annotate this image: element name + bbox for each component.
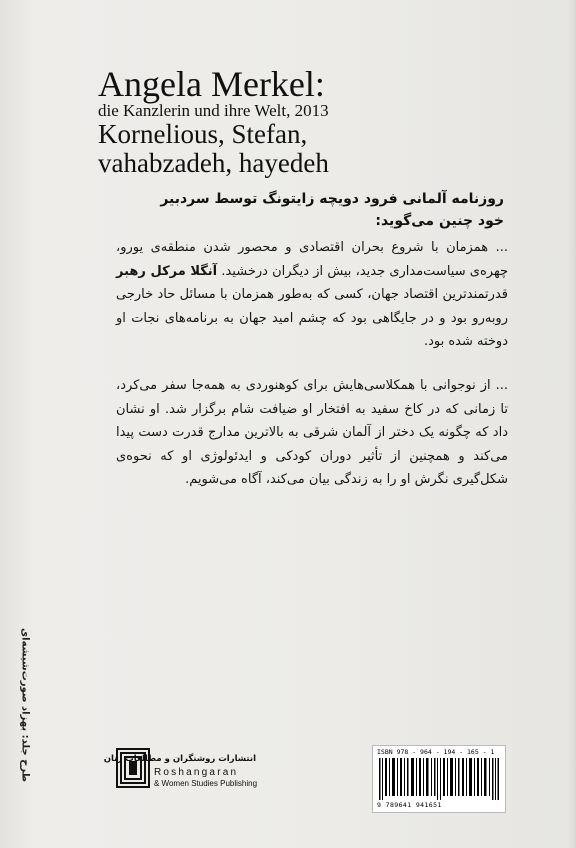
- page-edge-shadow: [568, 0, 576, 848]
- book-title: Angela Merkel:: [98, 64, 325, 104]
- paragraph-1-text-start: ... همزمان با شروع بحران اقتصادی و محصور شدن منطقه‌ی یورو، چهره‌ی سیاست‌مداری جدید، بیش از دیگران درخشید.: [116, 240, 508, 279]
- paragraph-1-text-end: قدرتمندترین اقتصاد جهان، کسی که به‌طور همزمان با مسائل حاد خارجی روبه‌رو بود و در جایگاهی بود که چشم امید جهان به برنامه‌های نجات او دوخته شده بود.: [116, 287, 508, 349]
- barcode-icon: [379, 758, 499, 800]
- isbn-label: ISBN 978 - 964 - 194 - 165 - 1: [377, 748, 495, 756]
- cover-design-credit: [10, 628, 40, 782]
- publisher-name-en: Roshangaran: [154, 767, 239, 778]
- publisher-name-fa: انتشارات روشنگران و مطالعات زنان: [103, 754, 256, 764]
- blurb-intro: روزنامه آلمانی فرود دویچه زایتونگ توسط سردبیر خود چنین می‌گوید:: [160, 191, 504, 229]
- blurb-paragraph-1: [116, 236, 508, 354]
- author-line-2: vahabzadeh, hayedeh: [98, 148, 329, 178]
- isbn-barcode-box: [372, 745, 506, 813]
- paragraph-1-highlight: آنگلا مرکل رهبر: [116, 263, 218, 279]
- book-subtitle: die Kanzlerin und ihre Welt, 2013: [98, 101, 329, 120]
- barcode-digits: 9 789641 941651: [377, 801, 442, 809]
- author-line-1: Kornelious, Stefan,: [98, 119, 308, 149]
- credit-text: طرح جلد: بهزاد صورت‌شیشه‌ای: [19, 628, 31, 782]
- blurb-paragraph-2: ... از نوجوانی با همکلاسی‌هایش برای کوهنوردی به همه‌جا سفر می‌کرد، تا زمانی که در کاخ سفید به افتخار او ضیافت شام برگزار شد. او نشان داد که چگونه یک دختر از آلمان شرقی به بالاترین مدارج قدرت دست پیدا می‌کند و همچنین از تأثیر دوران کودکی و ایدئولوژی او که نحوه‌ی شکل‌گیری نگرش او را به زندگی بیان می‌کند، آگاه می‌شویم.: [116, 378, 508, 487]
- publisher-name-en-sub: & Women Studies Publishing: [154, 779, 258, 788]
